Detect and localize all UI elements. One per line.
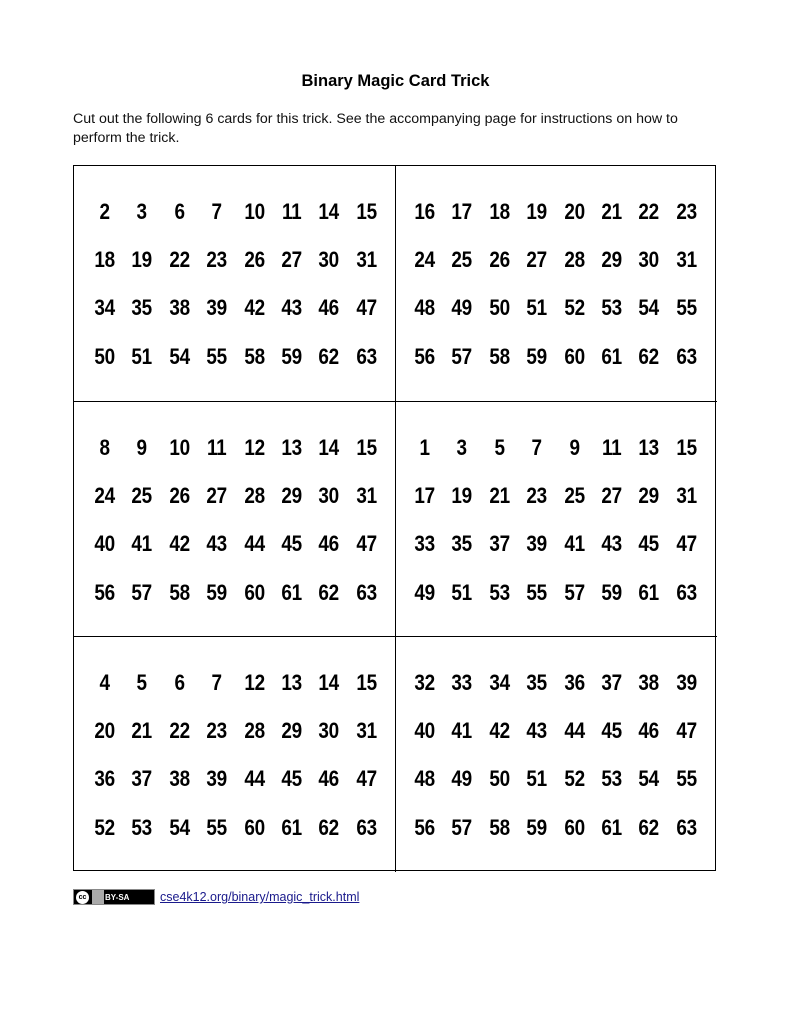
card-number: 62: [318, 579, 340, 605]
card-number: 44: [563, 718, 585, 744]
cc-license-badge[interactable]: [73, 889, 155, 905]
card-number: 38: [169, 295, 190, 321]
card-number: 52: [563, 295, 585, 321]
card-number: 44: [243, 531, 265, 557]
card-number: 57: [131, 579, 153, 605]
card-number: 47: [356, 531, 377, 557]
card-number: 39: [526, 531, 548, 557]
card-number: 39: [206, 295, 228, 321]
card-number: 35: [451, 531, 473, 557]
card-number: 21: [601, 199, 622, 224]
card-number: 61: [281, 579, 302, 605]
card-number: 51: [451, 579, 473, 605]
card-number: 33: [451, 670, 473, 695]
card-number: 14: [318, 435, 340, 460]
card-number: 55: [526, 579, 548, 605]
card-number: 41: [563, 531, 585, 557]
card-6: [396, 637, 717, 872]
card-1: [74, 166, 396, 402]
card-number: 9: [136, 435, 148, 460]
card-number: 63: [676, 579, 697, 605]
card-number: 48: [414, 766, 435, 792]
card-number: 46: [318, 295, 340, 321]
card-number: 6: [174, 199, 185, 224]
card-number: 60: [563, 343, 585, 369]
card-number: 61: [281, 814, 302, 840]
card-number: 21: [489, 483, 510, 509]
card-number: 53: [601, 766, 622, 792]
card-number: 39: [206, 766, 228, 792]
card-number: 9: [569, 435, 580, 460]
card-number: 3: [136, 199, 148, 224]
card-number: 46: [638, 718, 660, 744]
card-number: 51: [526, 295, 548, 321]
card-number: 25: [131, 483, 153, 509]
card-number: 23: [526, 483, 548, 509]
card-number: 38: [638, 670, 660, 695]
card-4: [396, 402, 717, 637]
card-number: 27: [281, 247, 302, 273]
card-number: 29: [281, 483, 302, 509]
card-number: 13: [281, 670, 302, 695]
card-number: 49: [451, 766, 473, 792]
card-number: 39: [676, 670, 697, 695]
card-number: 46: [318, 766, 340, 792]
card-number: 30: [318, 247, 340, 273]
card-number: 20: [94, 718, 115, 744]
source-link[interactable]: cse4k12.org/binary/magic_trick.html: [160, 890, 360, 904]
card-number: 7: [531, 435, 542, 460]
card-number: 3: [456, 435, 468, 460]
card-number: 24: [414, 247, 435, 273]
card-number: 43: [281, 295, 302, 321]
card-number: 30: [638, 247, 660, 273]
card-number: 23: [676, 199, 697, 224]
card-number: 28: [563, 247, 585, 273]
card-number: 45: [601, 718, 622, 744]
card-number: 31: [356, 718, 377, 744]
card-number: 56: [94, 579, 115, 605]
cc-icon: cc: [76, 891, 89, 904]
card-number: 24: [94, 483, 115, 509]
card-number: 53: [601, 295, 622, 321]
card-3: [74, 402, 396, 637]
card-number: 40: [414, 718, 435, 744]
card-number: 60: [563, 814, 585, 840]
card-number: 60: [243, 579, 265, 605]
card-number: 58: [489, 814, 510, 840]
card-number: 43: [206, 531, 228, 557]
card-number: 12: [243, 670, 265, 695]
card-number: 61: [638, 579, 660, 605]
card-number: 48: [414, 295, 435, 321]
card-number: 18: [94, 247, 115, 273]
card-number: 15: [356, 670, 377, 695]
card-number: 25: [451, 247, 473, 273]
card-number: 45: [281, 766, 302, 792]
card-number: 22: [638, 199, 660, 224]
card-number: 55: [676, 766, 697, 792]
card-number: 15: [356, 435, 377, 460]
card-number: 46: [318, 531, 340, 557]
card-number: 13: [281, 435, 302, 460]
cards-grid: [73, 165, 716, 871]
card-number: 35: [526, 670, 548, 695]
card-number: 19: [451, 483, 473, 509]
card-number: 31: [676, 247, 697, 273]
card-number: 55: [206, 814, 228, 840]
card-number: 29: [601, 247, 622, 273]
card-number: 51: [131, 343, 153, 369]
card-number: 53: [489, 579, 510, 605]
card-number: 22: [169, 247, 190, 273]
card-number: 61: [601, 814, 622, 840]
card-number: 2: [99, 199, 110, 224]
card-number: 58: [169, 579, 190, 605]
intro-text: Cut out the following 6 cards for this trick. See the accompanying page for instructions on how to perform the trick.: [73, 111, 678, 146]
card-numbers: [406, 661, 704, 854]
card-number: 63: [676, 343, 697, 369]
card-number: 11: [601, 435, 622, 460]
card-number: 30: [318, 483, 340, 509]
card-number: 59: [601, 579, 622, 605]
card-number: 43: [526, 718, 548, 744]
card-number: 57: [451, 814, 473, 840]
card-number: 62: [318, 814, 340, 840]
card-number: 17: [414, 483, 435, 509]
card-number: 31: [356, 247, 377, 273]
card-number: 20: [563, 199, 585, 224]
card-number: 34: [489, 670, 510, 695]
card-number: 63: [356, 579, 377, 605]
card-number: 63: [676, 814, 697, 840]
card-number: 50: [489, 766, 510, 792]
page-title: Binary Magic Card Trick: [301, 72, 490, 90]
card-number: 54: [638, 766, 660, 792]
card-number: 35: [131, 295, 153, 321]
card-number: 11: [281, 199, 302, 224]
card-number: 23: [206, 247, 228, 273]
card-number: 41: [131, 531, 153, 557]
card-number: 37: [489, 531, 510, 557]
card-number: 61: [601, 343, 622, 369]
card-number: 50: [94, 343, 115, 369]
card-number: 27: [526, 247, 548, 273]
card-number: 7: [211, 199, 222, 224]
card-number: 49: [414, 579, 435, 605]
card-number: 40: [94, 531, 115, 557]
card-number: 29: [638, 483, 660, 509]
card-number: 10: [243, 199, 265, 224]
card-number: 10: [169, 435, 190, 460]
card-number: 57: [451, 343, 473, 369]
card-number: 59: [526, 343, 548, 369]
card-number: 52: [563, 766, 585, 792]
card-number: 62: [318, 343, 340, 369]
card-number: 45: [638, 531, 660, 557]
card-number: 52: [94, 814, 115, 840]
card-number: 37: [131, 766, 153, 792]
license-label: BY-SA: [105, 892, 130, 902]
card-number: 42: [489, 718, 510, 744]
card-number: 4: [99, 670, 110, 695]
card-number: 15: [676, 435, 697, 460]
card-number: 14: [318, 199, 340, 224]
card-number: 11: [207, 435, 227, 460]
card-number: 62: [638, 343, 660, 369]
card-number: 33: [414, 531, 435, 557]
card-number: 12: [243, 435, 265, 460]
card-number: 28: [243, 718, 265, 744]
card-number: 55: [676, 295, 697, 321]
card-numbers: [406, 426, 704, 619]
card-number: 28: [243, 483, 265, 509]
card-number: 63: [356, 343, 377, 369]
footer: [73, 889, 359, 905]
card-number: 60: [243, 814, 265, 840]
card-number: 6: [174, 670, 185, 695]
card-number: 50: [489, 295, 510, 321]
card-number: 41: [451, 718, 473, 744]
card-number: 56: [414, 343, 435, 369]
card-number: 38: [169, 766, 190, 792]
card-number: 32: [414, 670, 435, 695]
card-number: 63: [356, 814, 377, 840]
card-numbers: [86, 661, 384, 854]
card-number: 34: [94, 295, 115, 321]
card-number: 57: [563, 579, 585, 605]
card-number: 45: [281, 531, 302, 557]
card-number: 26: [169, 483, 190, 509]
card-number: 54: [169, 814, 190, 840]
card-number: 37: [601, 670, 622, 695]
card-number: 47: [676, 531, 697, 557]
card-number: 42: [243, 295, 265, 321]
card-number: 56: [414, 814, 435, 840]
card-number: 21: [131, 718, 153, 744]
card-number: 59: [281, 343, 302, 369]
card-number: 27: [206, 483, 228, 509]
card-number: 5: [494, 435, 505, 460]
card-number: 58: [489, 343, 510, 369]
card-number: 25: [563, 483, 585, 509]
card-number: 44: [243, 766, 265, 792]
card-number: 27: [601, 483, 622, 509]
card-2: [396, 166, 717, 402]
card-number: 19: [131, 247, 153, 273]
card-number: 17: [451, 199, 473, 224]
card-number: 53: [131, 814, 153, 840]
card-5: [74, 637, 396, 872]
card-number: 5: [136, 670, 148, 695]
card-numbers: [86, 426, 384, 619]
card-number: 55: [206, 343, 228, 369]
card-number: 18: [489, 199, 510, 224]
card-number: 59: [206, 579, 228, 605]
card-number: 1: [419, 435, 430, 460]
card-number: 36: [94, 766, 115, 792]
card-number: 62: [638, 814, 660, 840]
card-number: 59: [526, 814, 548, 840]
card-number: 58: [243, 343, 265, 369]
card-number: 30: [318, 718, 340, 744]
card-number: 54: [169, 343, 190, 369]
card-number: 7: [211, 670, 222, 695]
card-number: 26: [489, 247, 510, 273]
card-number: 14: [318, 670, 340, 695]
card-number: 23: [206, 718, 228, 744]
card-number: 26: [243, 247, 265, 273]
card-number: 47: [356, 766, 377, 792]
card-number: 36: [563, 670, 585, 695]
card-number: 22: [169, 718, 190, 744]
card-number: 15: [356, 199, 377, 224]
card-number: 42: [169, 531, 190, 557]
card-number: 31: [356, 483, 377, 509]
card-number: 49: [451, 295, 473, 321]
card-number: 31: [676, 483, 697, 509]
card-number: 47: [676, 718, 697, 744]
card-number: 29: [281, 718, 302, 744]
card-number: 8: [99, 435, 110, 460]
card-numbers: [86, 190, 384, 383]
card-number: 47: [356, 295, 377, 321]
card-number: 51: [526, 766, 548, 792]
card-number: 13: [638, 435, 660, 460]
card-number: 19: [526, 199, 548, 224]
card-numbers: [406, 190, 704, 383]
card-number: 54: [638, 295, 660, 321]
card-number: 43: [601, 531, 622, 557]
card-number: 16: [414, 199, 435, 224]
